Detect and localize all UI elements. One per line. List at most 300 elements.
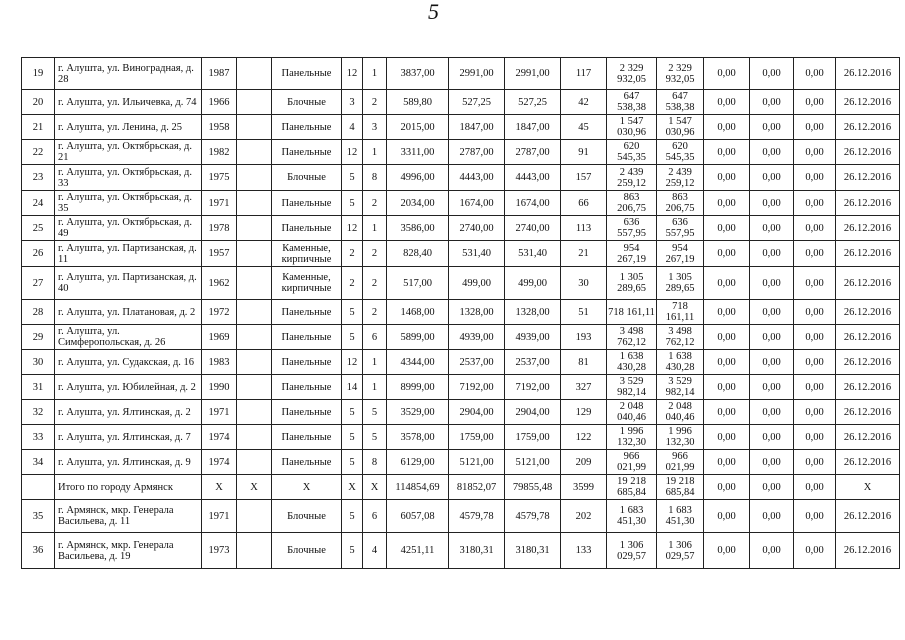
local-funds-cell: 0,00 — [794, 425, 836, 450]
entrances-cell: 3 — [363, 115, 387, 140]
row-number-cell: 28 — [22, 300, 55, 325]
year-built-cell: 1957 — [202, 241, 237, 267]
row-number-cell: 21 — [22, 115, 55, 140]
address-cell: г. Алушта, ул. Ялтинская, д. 7 — [55, 425, 202, 450]
residents-cell: 113 — [561, 216, 607, 241]
residential-area-cell: 1759,00 — [449, 425, 505, 450]
wall-material-cell: Панельные — [272, 300, 342, 325]
table-row — [22, 350, 900, 375]
address-cell: г. Армянск, мкр. Генерала Васильева, д. 19 — [55, 533, 202, 569]
repair-cost-total-cell: 954 267,19 — [607, 241, 657, 267]
repair-cost-total-cell: 636 557,95 — [607, 216, 657, 241]
federal-funds-cell: 0,00 — [704, 350, 750, 375]
total-area-cell: 589,80 — [387, 90, 449, 115]
wall-material-cell: Блочные — [272, 533, 342, 569]
repair-cost-total-cell: 3 498 762,12 — [607, 325, 657, 350]
table-row — [22, 115, 900, 140]
row-number-cell: 30 — [22, 350, 55, 375]
regional-funds-cell: 0,00 — [750, 475, 794, 500]
repair-cost-total-cell: 1 996 132,30 — [607, 425, 657, 450]
wall-material-cell: Каменные, кирпичные — [272, 267, 342, 300]
federal-funds-cell: 0,00 — [704, 140, 750, 165]
year-built-cell: 1982 — [202, 140, 237, 165]
federal-funds-cell: 0,00 — [704, 533, 750, 569]
owned-area-cell: 2787,00 — [505, 140, 561, 165]
year-commissioned-cell — [237, 300, 272, 325]
entrances-cell: 5 — [363, 425, 387, 450]
wall-material-cell: Панельные — [272, 375, 342, 400]
table-row — [22, 58, 900, 90]
completion-date-cell: 26.12.2016 — [836, 375, 900, 400]
wall-material-cell: Панельные — [272, 191, 342, 216]
completion-date-cell: 26.12.2016 — [836, 300, 900, 325]
table-row — [22, 375, 900, 400]
completion-date-cell: 26.12.2016 — [836, 216, 900, 241]
residents-cell: 202 — [561, 500, 607, 533]
owned-area-cell: 1847,00 — [505, 115, 561, 140]
regional-funds-cell: 0,00 — [750, 115, 794, 140]
floors-cell: 2 — [342, 241, 363, 267]
row-number-cell: 22 — [22, 140, 55, 165]
wall-material-cell: Панельные — [272, 400, 342, 425]
table-row — [22, 267, 900, 300]
wall-material-cell: Панельные — [272, 450, 342, 475]
local-funds-cell: 0,00 — [794, 300, 836, 325]
residents-cell: 51 — [561, 300, 607, 325]
year-commissioned-cell — [237, 216, 272, 241]
address-cell: г. Алушта, ул. Симферопольская, д. 26 — [55, 325, 202, 350]
floors-cell: 5 — [342, 325, 363, 350]
local-funds-cell: 0,00 — [794, 375, 836, 400]
owned-area-cell: 1328,00 — [505, 300, 561, 325]
residential-area-cell: 5121,00 — [449, 450, 505, 475]
repair-cost-total-cell: 3 529 982,14 — [607, 375, 657, 400]
entrances-cell: 1 — [363, 216, 387, 241]
repair-cost-total-cell: 966 021,99 — [607, 450, 657, 475]
year-commissioned-cell — [237, 191, 272, 216]
repair-cost-total-cell: 2 439 259,12 — [607, 165, 657, 191]
residential-area-cell: 2537,00 — [449, 350, 505, 375]
year-commissioned-cell — [237, 325, 272, 350]
year-built-cell: 1983 — [202, 350, 237, 375]
repair-cost-fund-cell: 2 329 932,05 — [657, 58, 704, 90]
regional-funds-cell: 0,00 — [750, 350, 794, 375]
entrances-cell: 8 — [363, 450, 387, 475]
regional-funds-cell: 0,00 — [750, 400, 794, 425]
address-cell: г. Алушта, ул. Ялтинская, д. 9 — [55, 450, 202, 475]
completion-date-cell: X — [836, 475, 900, 500]
federal-funds-cell: 0,00 — [704, 267, 750, 300]
federal-funds-cell: 0,00 — [704, 191, 750, 216]
total-area-cell: 828,40 — [387, 241, 449, 267]
address-cell: г. Алушта, ул. Платановая, д. 2 — [55, 300, 202, 325]
wall-material-cell: Панельные — [272, 115, 342, 140]
address-cell: г. Алушта, ул. Октябрьская, д. 33 — [55, 165, 202, 191]
year-built-cell: 1978 — [202, 216, 237, 241]
floors-cell: 3 — [342, 90, 363, 115]
residential-area-cell: 2787,00 — [449, 140, 505, 165]
year-built-cell: 1987 — [202, 58, 237, 90]
completion-date-cell: 26.12.2016 — [836, 325, 900, 350]
year-commissioned-cell — [237, 115, 272, 140]
local-funds-cell: 0,00 — [794, 400, 836, 425]
table-row — [22, 241, 900, 267]
regional-funds-cell: 0,00 — [750, 241, 794, 267]
entrances-cell: 5 — [363, 400, 387, 425]
entrances-cell: 1 — [363, 140, 387, 165]
year-built-cell: 1971 — [202, 400, 237, 425]
repair-cost-fund-cell: 1 547 030,96 — [657, 115, 704, 140]
floors-cell: 12 — [342, 216, 363, 241]
repair-cost-fund-cell: 1 683 451,30 — [657, 500, 704, 533]
year-commissioned-cell — [237, 58, 272, 90]
regional-funds-cell: 0,00 — [750, 90, 794, 115]
residential-area-cell: 4443,00 — [449, 165, 505, 191]
table-row — [22, 300, 900, 325]
housing-register-table — [21, 57, 900, 569]
completion-date-cell: 26.12.2016 — [836, 500, 900, 533]
repair-cost-fund-cell: 954 267,19 — [657, 241, 704, 267]
table-row — [22, 450, 900, 475]
floors-cell: 5 — [342, 450, 363, 475]
residential-area-cell: 3180,31 — [449, 533, 505, 569]
total-area-cell: 3837,00 — [387, 58, 449, 90]
local-funds-cell: 0,00 — [794, 165, 836, 191]
repair-cost-fund-cell: 1 996 132,30 — [657, 425, 704, 450]
repair-cost-fund-cell: 2 048 040,46 — [657, 400, 704, 425]
year-built-cell: X — [202, 475, 237, 500]
row-number-cell: 33 — [22, 425, 55, 450]
floors-cell: X — [342, 475, 363, 500]
floors-cell: 2 — [342, 267, 363, 300]
repair-cost-fund-cell: 863 206,75 — [657, 191, 704, 216]
repair-cost-total-cell: 2 329 932,05 — [607, 58, 657, 90]
residential-area-cell: 1847,00 — [449, 115, 505, 140]
year-built-cell: 1973 — [202, 533, 237, 569]
local-funds-cell: 0,00 — [794, 115, 836, 140]
repair-cost-fund-cell: 647 538,38 — [657, 90, 704, 115]
federal-funds-cell: 0,00 — [704, 115, 750, 140]
row-number-cell: 25 — [22, 216, 55, 241]
owned-area-cell: 4443,00 — [505, 165, 561, 191]
total-area-cell: 114854,69 — [387, 475, 449, 500]
total-area-cell: 2015,00 — [387, 115, 449, 140]
entrances-cell: 6 — [363, 325, 387, 350]
residents-cell: 45 — [561, 115, 607, 140]
total-area-cell: 3578,00 — [387, 425, 449, 450]
regional-funds-cell: 0,00 — [750, 58, 794, 90]
year-commissioned-cell — [237, 140, 272, 165]
row-number-cell: 32 — [22, 400, 55, 425]
federal-funds-cell: 0,00 — [704, 400, 750, 425]
address-cell: г. Армянск, мкр. Генерала Васильева, д. 11 — [55, 500, 202, 533]
owned-area-cell: 531,40 — [505, 241, 561, 267]
floors-cell: 5 — [342, 500, 363, 533]
year-built-cell: 1966 — [202, 90, 237, 115]
year-commissioned-cell — [237, 425, 272, 450]
row-number-cell — [22, 475, 55, 500]
federal-funds-cell: 0,00 — [704, 500, 750, 533]
repair-cost-fund-cell: 966 021,99 — [657, 450, 704, 475]
local-funds-cell: 0,00 — [794, 90, 836, 115]
owned-area-cell: 2740,00 — [505, 216, 561, 241]
floors-cell: 5 — [342, 300, 363, 325]
total-area-cell: 4996,00 — [387, 165, 449, 191]
year-commissioned-cell — [237, 450, 272, 475]
owned-area-cell: 3180,31 — [505, 533, 561, 569]
residents-cell: 91 — [561, 140, 607, 165]
repair-cost-total-cell: 718 161,11 — [607, 300, 657, 325]
federal-funds-cell: 0,00 — [704, 300, 750, 325]
total-area-cell: 3529,00 — [387, 400, 449, 425]
local-funds-cell: 0,00 — [794, 350, 836, 375]
residential-area-cell: 4579,78 — [449, 500, 505, 533]
local-funds-cell: 0,00 — [794, 500, 836, 533]
table-body — [22, 58, 900, 569]
year-commissioned-cell — [237, 267, 272, 300]
federal-funds-cell: 0,00 — [704, 216, 750, 241]
residential-area-cell: 81852,07 — [449, 475, 505, 500]
row-number-cell: 34 — [22, 450, 55, 475]
local-funds-cell: 0,00 — [794, 475, 836, 500]
entrances-cell: 2 — [363, 267, 387, 300]
owned-area-cell: 1674,00 — [505, 191, 561, 216]
year-commissioned-cell — [237, 400, 272, 425]
total-area-cell: 6129,00 — [387, 450, 449, 475]
floors-cell: 5 — [342, 400, 363, 425]
entrances-cell: 1 — [363, 58, 387, 90]
table-row — [22, 216, 900, 241]
wall-material-cell: Каменные, кирпичные — [272, 241, 342, 267]
floors-cell: 5 — [342, 191, 363, 216]
residents-cell: 157 — [561, 165, 607, 191]
residential-area-cell: 531,40 — [449, 241, 505, 267]
year-built-cell: 1971 — [202, 191, 237, 216]
wall-material-cell: Блочные — [272, 90, 342, 115]
residents-cell: 66 — [561, 191, 607, 216]
owned-area-cell: 4579,78 — [505, 500, 561, 533]
table-row — [22, 140, 900, 165]
entrances-cell: X — [363, 475, 387, 500]
federal-funds-cell: 0,00 — [704, 58, 750, 90]
repair-cost-total-cell: 1 638 430,28 — [607, 350, 657, 375]
floors-cell: 5 — [342, 533, 363, 569]
regional-funds-cell: 0,00 — [750, 425, 794, 450]
total-area-cell: 2034,00 — [387, 191, 449, 216]
completion-date-cell: 26.12.2016 — [836, 400, 900, 425]
federal-funds-cell: 0,00 — [704, 425, 750, 450]
regional-funds-cell: 0,00 — [750, 500, 794, 533]
owned-area-cell: 79855,48 — [505, 475, 561, 500]
local-funds-cell: 0,00 — [794, 325, 836, 350]
address-cell: г. Алушта, ул. Ялтинская, д. 2 — [55, 400, 202, 425]
owned-area-cell: 527,25 — [505, 90, 561, 115]
row-number-cell: 26 — [22, 241, 55, 267]
residents-cell: 3599 — [561, 475, 607, 500]
wall-material-cell: Блочные — [272, 500, 342, 533]
floors-cell: 5 — [342, 165, 363, 191]
residents-cell: 133 — [561, 533, 607, 569]
residential-area-cell: 7192,00 — [449, 375, 505, 400]
year-commissioned-cell — [237, 350, 272, 375]
residents-cell: 117 — [561, 58, 607, 90]
entrances-cell: 4 — [363, 533, 387, 569]
table-row — [22, 500, 900, 533]
completion-date-cell: 26.12.2016 — [836, 140, 900, 165]
year-built-cell: 1969 — [202, 325, 237, 350]
residents-cell: 129 — [561, 400, 607, 425]
regional-funds-cell: 0,00 — [750, 191, 794, 216]
wall-material-cell: Панельные — [272, 140, 342, 165]
table-row — [22, 400, 900, 425]
floors-cell: 12 — [342, 58, 363, 90]
floors-cell: 12 — [342, 350, 363, 375]
wall-material-cell: X — [272, 475, 342, 500]
row-number-cell: 35 — [22, 500, 55, 533]
floors-cell: 4 — [342, 115, 363, 140]
repair-cost-fund-cell: 1 638 430,28 — [657, 350, 704, 375]
completion-date-cell: 26.12.2016 — [836, 533, 900, 569]
address-cell: г. Алушта, ул. Партизанская, д. 11 — [55, 241, 202, 267]
entrances-cell: 2 — [363, 300, 387, 325]
regional-funds-cell: 0,00 — [750, 300, 794, 325]
entrances-cell: 1 — [363, 350, 387, 375]
residential-area-cell: 1674,00 — [449, 191, 505, 216]
wall-material-cell: Панельные — [272, 350, 342, 375]
repair-cost-total-cell: 1 305 289,65 — [607, 267, 657, 300]
completion-date-cell: 26.12.2016 — [836, 267, 900, 300]
address-cell: Итого по городу Армянск — [55, 475, 202, 500]
repair-cost-fund-cell: 620 545,35 — [657, 140, 704, 165]
repair-cost-total-cell: 863 206,75 — [607, 191, 657, 216]
local-funds-cell: 0,00 — [794, 533, 836, 569]
local-funds-cell: 0,00 — [794, 216, 836, 241]
total-area-cell: 4344,00 — [387, 350, 449, 375]
federal-funds-cell: 0,00 — [704, 165, 750, 191]
table-row — [22, 90, 900, 115]
repair-cost-fund-cell: 718 161,11 — [657, 300, 704, 325]
row-number-cell: 27 — [22, 267, 55, 300]
floors-cell: 5 — [342, 425, 363, 450]
completion-date-cell: 26.12.2016 — [836, 165, 900, 191]
address-cell: г. Алушта, ул. Октябрьская, д. 21 — [55, 140, 202, 165]
completion-date-cell: 26.12.2016 — [836, 115, 900, 140]
local-funds-cell: 0,00 — [794, 267, 836, 300]
wall-material-cell: Панельные — [272, 325, 342, 350]
total-area-cell: 517,00 — [387, 267, 449, 300]
total-area-cell: 5899,00 — [387, 325, 449, 350]
table-row — [22, 325, 900, 350]
local-funds-cell: 0,00 — [794, 140, 836, 165]
entrances-cell: 2 — [363, 90, 387, 115]
owned-area-cell: 5121,00 — [505, 450, 561, 475]
total-area-cell: 6057,08 — [387, 500, 449, 533]
regional-funds-cell: 0,00 — [750, 267, 794, 300]
table-row — [22, 165, 900, 191]
address-cell: г. Алушта, ул. Октябрьская, д. 49 — [55, 216, 202, 241]
repair-cost-fund-cell: 1 305 289,65 — [657, 267, 704, 300]
repair-cost-total-cell: 647 538,38 — [607, 90, 657, 115]
row-number-cell: 36 — [22, 533, 55, 569]
regional-funds-cell: 0,00 — [750, 140, 794, 165]
residential-area-cell: 1328,00 — [449, 300, 505, 325]
total-area-cell: 3586,00 — [387, 216, 449, 241]
address-cell: г. Алушта, ул. Ильичевка, д. 74 — [55, 90, 202, 115]
completion-date-cell: 26.12.2016 — [836, 241, 900, 267]
local-funds-cell: 0,00 — [794, 58, 836, 90]
year-commissioned-cell — [237, 500, 272, 533]
residents-cell: 42 — [561, 90, 607, 115]
row-number-cell: 20 — [22, 90, 55, 115]
table-row — [22, 533, 900, 569]
address-cell: г. Алушта, ул. Юбилейная, д. 2 — [55, 375, 202, 400]
total-area-cell: 8999,00 — [387, 375, 449, 400]
owned-area-cell: 2991,00 — [505, 58, 561, 90]
federal-funds-cell: 0,00 — [704, 375, 750, 400]
year-built-cell: 1975 — [202, 165, 237, 191]
owned-area-cell: 7192,00 — [505, 375, 561, 400]
federal-funds-cell: 0,00 — [704, 475, 750, 500]
repair-cost-fund-cell: 3 498 762,12 — [657, 325, 704, 350]
repair-cost-total-cell: 1 683 451,30 — [607, 500, 657, 533]
address-cell: г. Алушта, ул. Партизанская, д. 40 — [55, 267, 202, 300]
page-number: 5 — [428, 0, 439, 24]
local-funds-cell: 0,00 — [794, 450, 836, 475]
local-funds-cell: 0,00 — [794, 191, 836, 216]
year-commissioned-cell: X — [237, 475, 272, 500]
regional-funds-cell: 0,00 — [750, 375, 794, 400]
row-number-cell: 31 — [22, 375, 55, 400]
residents-cell: 30 — [561, 267, 607, 300]
wall-material-cell: Блочные — [272, 165, 342, 191]
total-area-cell: 3311,00 — [387, 140, 449, 165]
entrances-cell: 2 — [363, 241, 387, 267]
table-row — [22, 425, 900, 450]
residents-cell: 122 — [561, 425, 607, 450]
federal-funds-cell: 0,00 — [704, 241, 750, 267]
local-funds-cell: 0,00 — [794, 241, 836, 267]
floors-cell: 14 — [342, 375, 363, 400]
completion-date-cell: 26.12.2016 — [836, 350, 900, 375]
owned-area-cell: 2904,00 — [505, 400, 561, 425]
regional-funds-cell: 0,00 — [750, 450, 794, 475]
year-commissioned-cell — [237, 90, 272, 115]
regional-funds-cell: 0,00 — [750, 533, 794, 569]
wall-material-cell: Панельные — [272, 216, 342, 241]
row-number-cell: 29 — [22, 325, 55, 350]
total-area-cell: 1468,00 — [387, 300, 449, 325]
completion-date-cell: 26.12.2016 — [836, 58, 900, 90]
year-built-cell: 1974 — [202, 425, 237, 450]
wall-material-cell: Панельные — [272, 425, 342, 450]
table-row — [22, 191, 900, 216]
year-built-cell: 1972 — [202, 300, 237, 325]
residents-cell: 209 — [561, 450, 607, 475]
address-cell: г. Алушта, ул. Октябрьская, д. 35 — [55, 191, 202, 216]
repair-cost-total-cell: 2 048 040,46 — [607, 400, 657, 425]
year-built-cell: 1974 — [202, 450, 237, 475]
entrances-cell: 8 — [363, 165, 387, 191]
total-area-cell: 4251,11 — [387, 533, 449, 569]
residential-area-cell: 2904,00 — [449, 400, 505, 425]
owned-area-cell: 1759,00 — [505, 425, 561, 450]
owned-area-cell: 499,00 — [505, 267, 561, 300]
row-number-cell: 23 — [22, 165, 55, 191]
year-commissioned-cell — [237, 533, 272, 569]
row-number-cell: 19 — [22, 58, 55, 90]
residential-area-cell: 2991,00 — [449, 58, 505, 90]
owned-area-cell: 2537,00 — [505, 350, 561, 375]
